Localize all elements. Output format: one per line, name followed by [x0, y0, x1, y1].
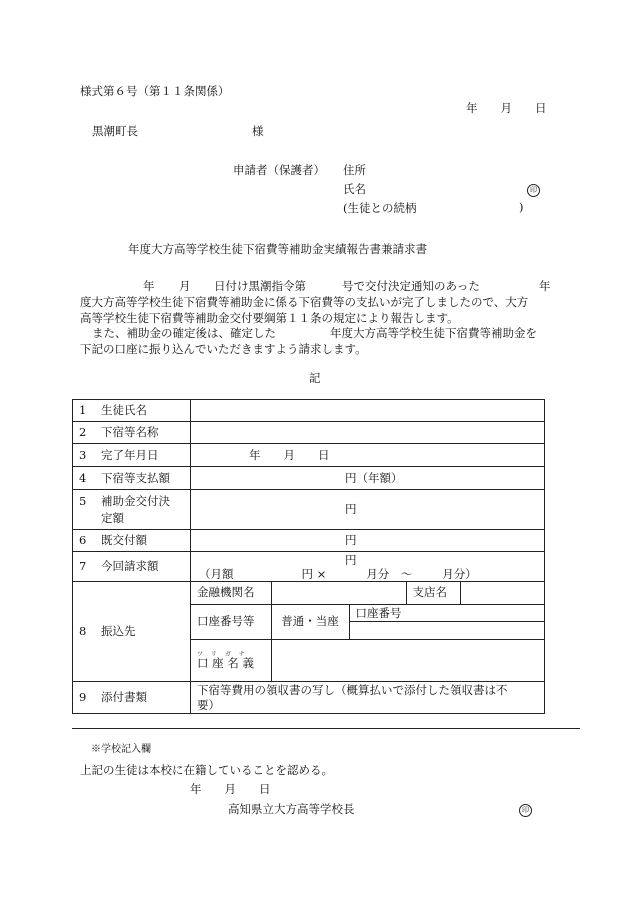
lodging-name-field[interactable] [191, 422, 545, 444]
row-label: 8 振込先 [73, 582, 191, 682]
table-row [73, 444, 545, 467]
student-name-field[interactable] [191, 400, 545, 422]
row-label: 7 今回請求額 [73, 552, 191, 582]
address-label: 住所 [343, 163, 366, 177]
account-type-value[interactable]: 普通・当座 [271, 604, 349, 639]
row-label: 3 完了年月日 [73, 444, 191, 467]
holder-ruby: ツ リ ガ ナ [197, 651, 248, 659]
account-number-cell [349, 604, 544, 639]
addressee-honorific: 様 [252, 124, 264, 138]
row-label: 5 補助金交付決 定額 [73, 490, 191, 530]
grant-decision-amount-field[interactable]: 円 [191, 490, 545, 530]
relation-close: ) [519, 200, 524, 214]
principal-seal-icon: 印 [519, 801, 532, 817]
payment-amount-field[interactable]: 円（年額） [191, 467, 545, 490]
principal-title: 高知県立大方高等学校長 [228, 802, 355, 816]
row-label: 9 添付書類 [73, 682, 191, 714]
addressee: 黒潮町長 [92, 124, 138, 138]
applicant-label: 申請者（保護者） [233, 163, 325, 177]
table-row [73, 582, 545, 682]
relation-label: (生徒との続柄 [343, 201, 417, 215]
table-row [73, 682, 545, 714]
table-row [73, 400, 545, 422]
table-row [73, 422, 545, 444]
body-line4a: また、補助金の確定後は、確定した [92, 326, 276, 340]
row-label: 1 生徒氏名 [73, 400, 191, 422]
body-line3: 高等学校生徒下宿費等補助金交付要綱第１１条の規定により報告します。 [80, 311, 459, 325]
table-row [73, 530, 545, 552]
row-label: 6 既交付額 [73, 530, 191, 552]
branch-label: 支店名 [406, 582, 460, 604]
row-label: 4 下宿等支払額 [73, 467, 191, 490]
account-number-label: 口座番号 [350, 605, 545, 622]
report-table [72, 399, 545, 714]
bank-info-cell [191, 582, 545, 682]
bank-name-field[interactable] [271, 582, 406, 604]
body-line1-year2: 年 [539, 279, 551, 293]
form-number: 様式第６号（第１１条関係） [80, 84, 230, 98]
table-row [73, 552, 545, 582]
table-row [73, 467, 545, 490]
body-line1-year: 年 [143, 279, 155, 293]
body-line1-notice: 号で交付決定通知のあった [342, 279, 480, 293]
body-line5: 下記の口座に振り込んでいただきますよう請求します。 [80, 342, 367, 356]
school-section-label: ※学校記入欄 [91, 744, 151, 755]
body-line4b: 年度大方高等学校生徒下宿費等補助金を [330, 326, 537, 340]
section-divider [72, 728, 580, 729]
document-title: 年度大方高等学校生徒下宿費等補助金実績報告書兼請求書 [128, 242, 427, 256]
body-line1-month: 月 [179, 279, 191, 293]
table-row [73, 490, 545, 530]
account-holder-field[interactable] [271, 639, 544, 681]
bank-name-label: 金融機関名 [191, 582, 271, 604]
account-type-label: 口座番号等 [191, 604, 271, 639]
account-number-field[interactable] [350, 622, 545, 639]
body-line1-directive: 日付け黒潮指令第 [214, 279, 306, 293]
branch-field[interactable] [460, 582, 544, 604]
name-label: 氏名 [343, 182, 366, 196]
attachments-cell: 下宿等費用の領収書の写し（概算払いで添付した領収書は不 要） [191, 682, 545, 714]
applicant-seal-icon: 印 [527, 181, 540, 197]
row-label: 2 下宿等名称 [73, 422, 191, 444]
ki-label: 記 [309, 371, 321, 385]
school-date: 年 月 日 [190, 782, 271, 796]
claim-amount-field[interactable]: 円 （月額 円 × 月分 ～ 月分） [191, 552, 545, 582]
submission-date: 年 月 日 [466, 101, 547, 115]
completion-date-field[interactable]: 年 月 日 [191, 444, 545, 467]
body-line2: 度大方高等学校生徒下宿費等補助金に係る下宿費等の支払いが完了しましたので、大方 [80, 295, 529, 309]
school-statement: 上記の生徒は本校に在籍していることを認める。 [80, 763, 333, 777]
paid-amount-field[interactable]: 円 [191, 530, 545, 552]
account-holder-label: ツ リ ガ ナ 口 座 名 義 [191, 639, 271, 681]
